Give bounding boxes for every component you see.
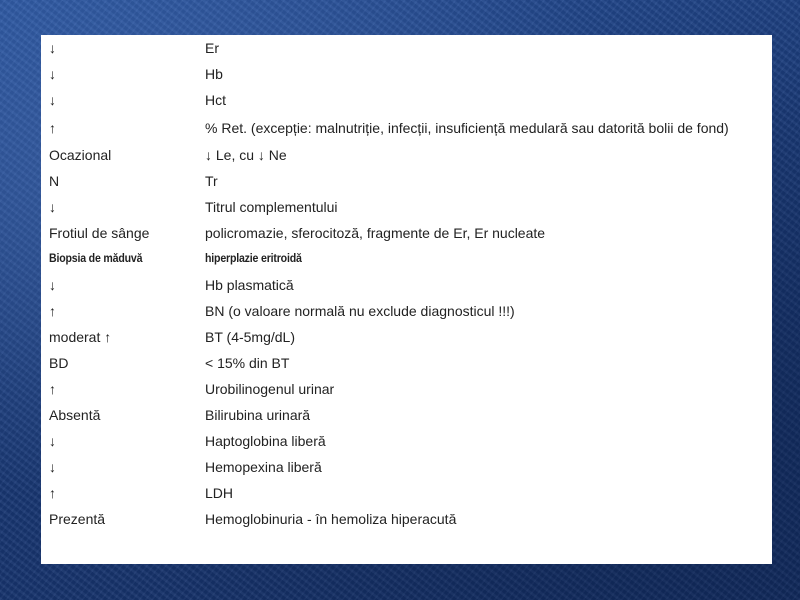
table-row [41,142,772,168]
row-parameter-text: hiperplazie eritroidă [205,253,302,265]
row-indicator: ↓ [49,459,56,475]
table-row [41,506,772,532]
row-indicator: ↓ [49,66,56,82]
row-indicator: Prezentă [49,511,106,527]
row-indicator: ↑ [49,381,56,397]
table-row [41,480,772,506]
table-row [41,61,772,87]
table-row [41,220,772,246]
table-row [41,194,772,220]
row-parameter: Bilirubina urinară [205,407,311,423]
table-row [41,246,772,272]
row-indicator: ↑ [49,485,56,501]
row-parameter [205,246,772,272]
table-row [41,35,772,61]
row-indicator: moderat ↑ [49,329,112,345]
row-parameter: % Ret. (excepție: malnutriție, infecții, insuficiență medulară sau datorită bolii de fond) [205,120,729,136]
table-row [41,350,772,376]
row-parameter: Hb [205,66,223,82]
row-parameter: Urobilinogenul urinar [205,381,335,397]
row-parameter: Er [205,40,219,56]
row-indicator: BD [49,355,69,371]
table-row [41,87,772,113]
lab-findings-table [41,35,772,532]
row-indicator: Absentă [49,407,101,423]
table-row [41,324,772,350]
content-panel [41,35,772,564]
row-parameter: Haptoglobina liberă [205,433,326,449]
row-parameter: BT (4-5mg/dL) [205,329,295,345]
table-row [41,428,772,454]
row-indicator: ↓ [49,277,56,293]
row-indicator: ↓ [49,40,56,56]
table-row [41,272,772,298]
row-parameter: Hemoglobinuria - în hemoliza hiperacută [205,511,457,527]
row-parameter: LDH [205,485,234,501]
table-row [41,402,772,428]
row-parameter: policromazie, sferocitoză, fragmente de Er, Er nucleate [205,225,546,241]
row-indicator: Frotiul de sânge [49,225,150,241]
row-indicator: ↑ [49,120,56,136]
table-row [41,168,772,194]
table-row [41,298,772,324]
row-parameter: Hct [205,92,226,108]
row-parameter: Hemopexina liberă [205,459,322,475]
row-parameter: ↓ Le, cu ↓ Ne [205,147,287,163]
row-parameter: Tr [205,173,218,189]
row-indicator: ↓ [49,92,56,108]
row-indicator: ↑ [49,303,56,319]
row-indicator: ↓ [49,433,56,449]
table-row [41,376,772,402]
row-parameter: Titrul complementului [205,199,338,215]
row-indicator: Ocazional [49,147,112,163]
row-indicator [41,246,205,272]
row-parameter: Hb plasmatică [205,277,294,293]
table-row [41,113,772,142]
row-indicator-text: Biopsia de măduvă [49,253,143,265]
table-row [41,454,772,480]
row-indicator: ↓ [49,199,56,215]
row-indicator: N [49,173,60,189]
row-parameter: < 15% din BT [205,355,290,371]
row-parameter: BN (o valoare normală nu exclude diagnosticul !!!) [205,303,515,319]
